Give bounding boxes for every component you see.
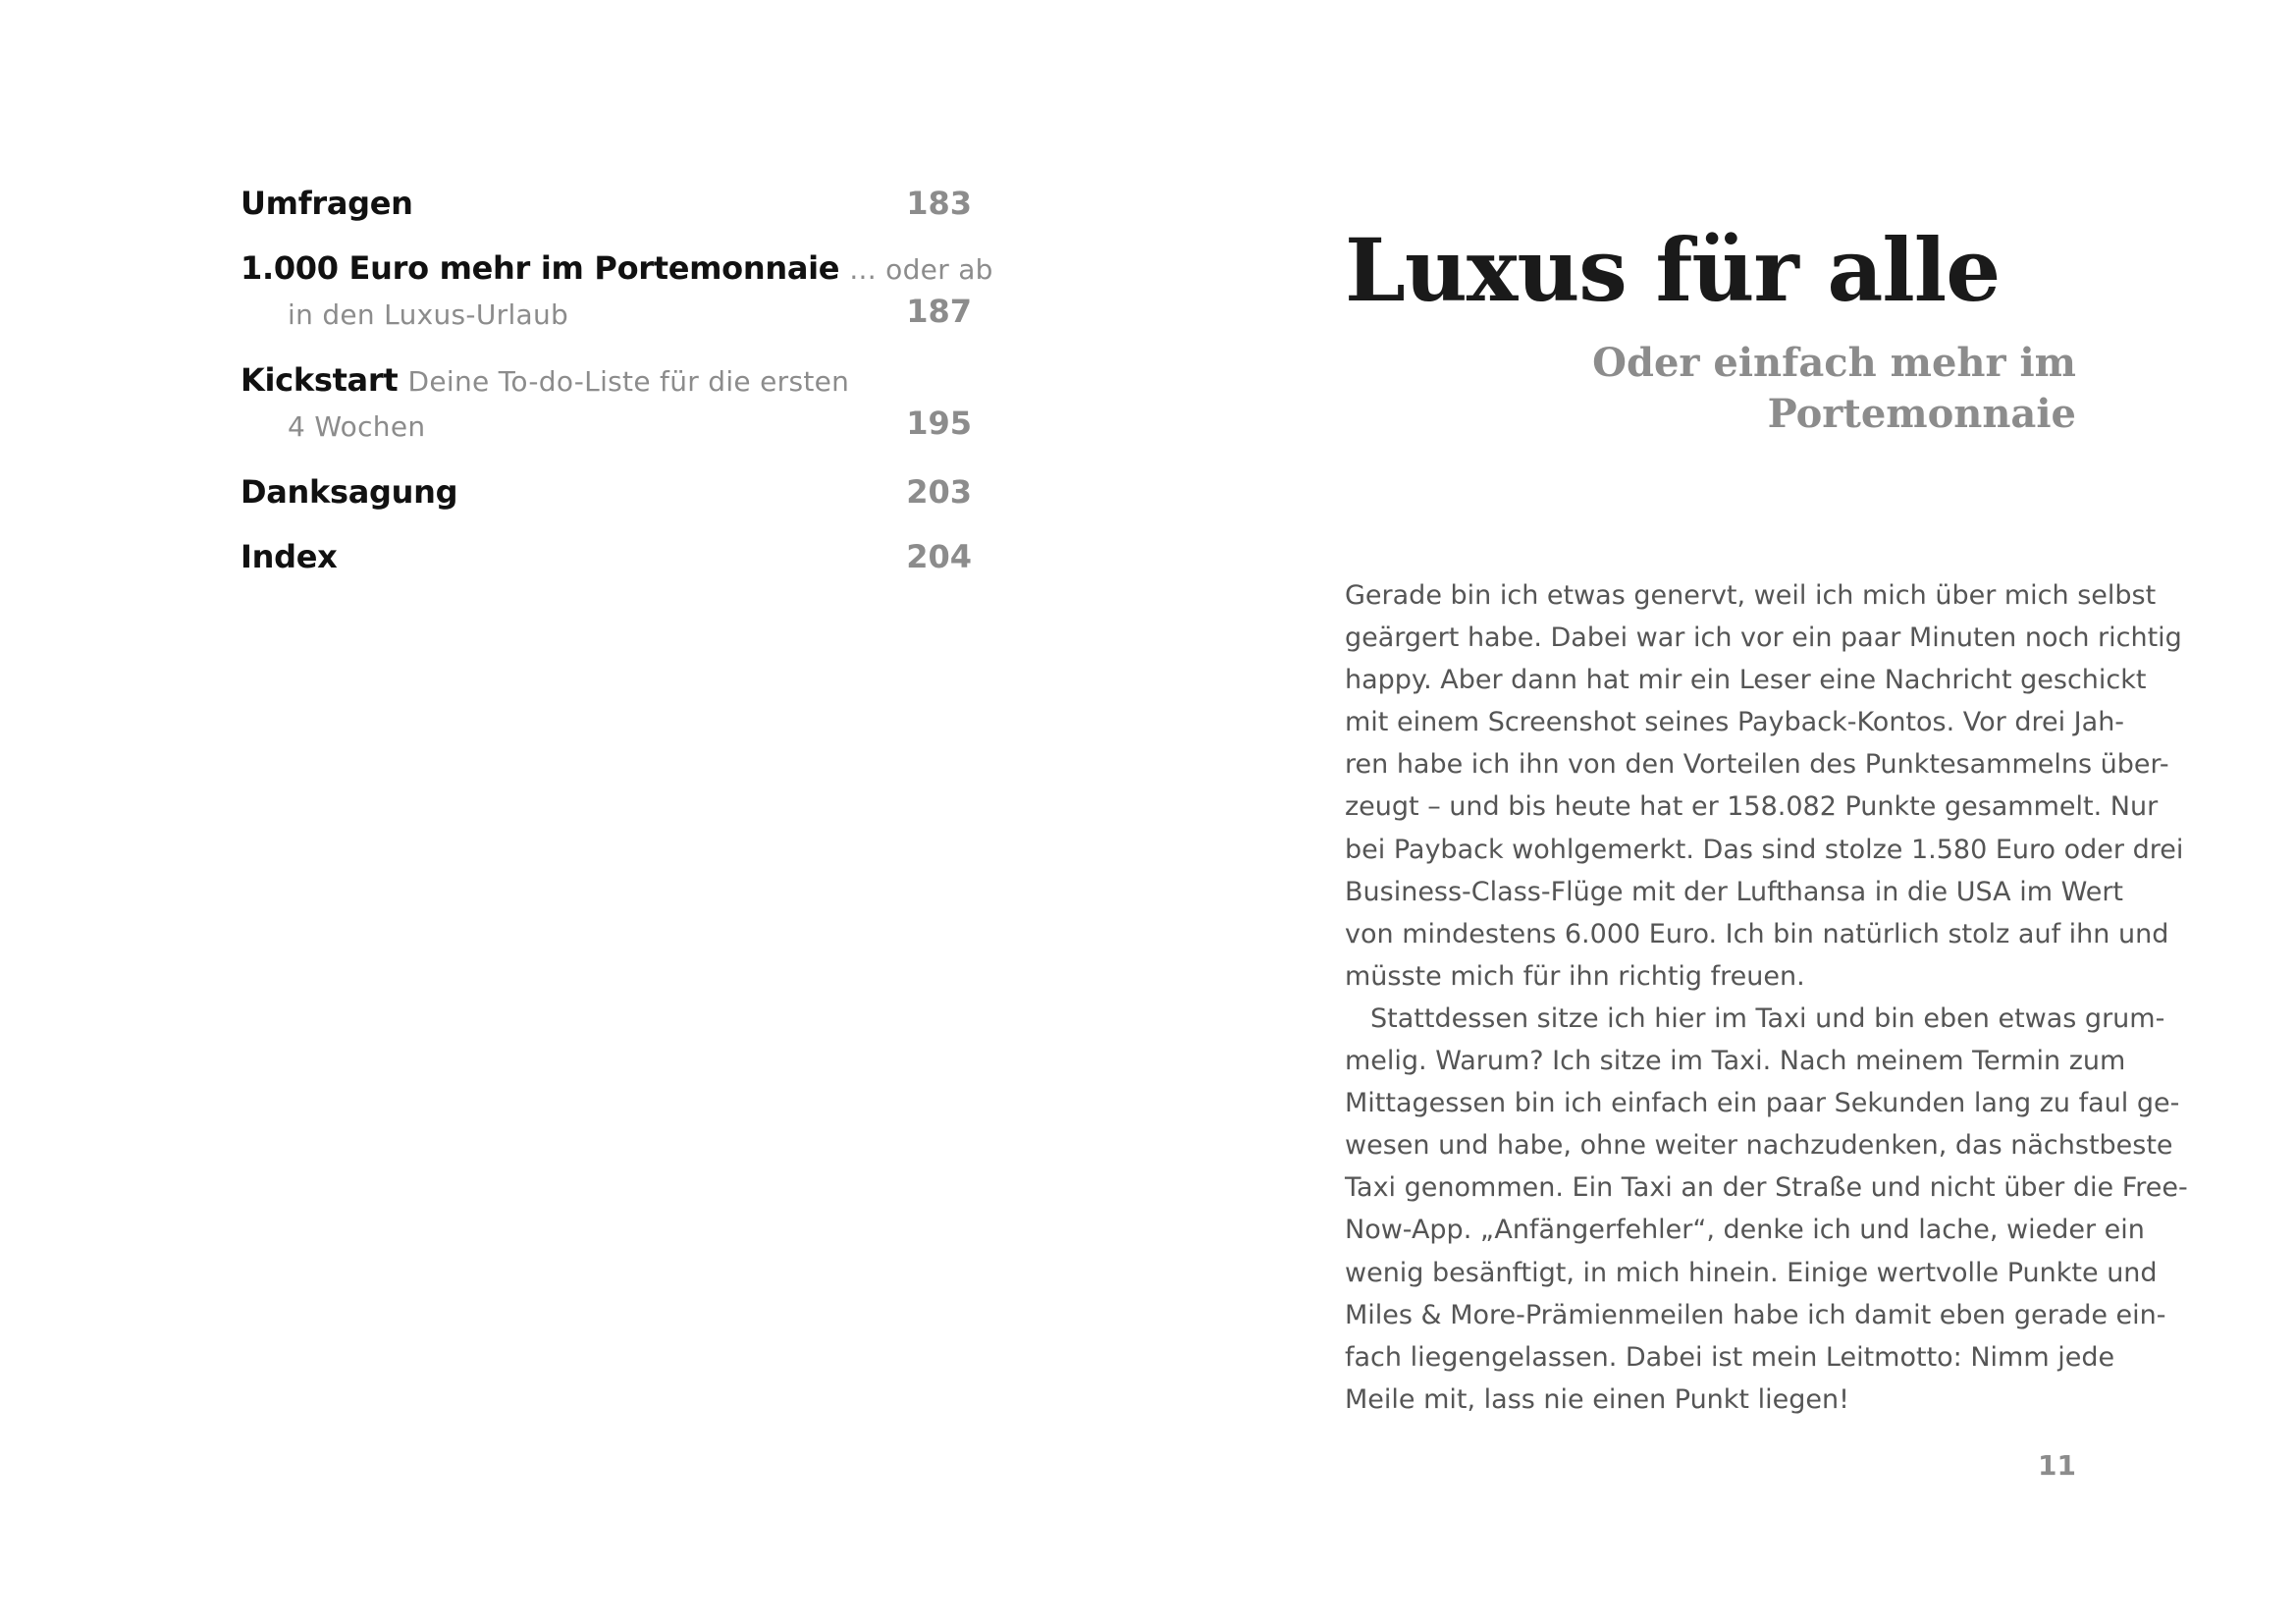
toc-entry-line (240, 358, 972, 404)
right-page (1148, 0, 2296, 1624)
body-line: fach liegengelassen. Dabei ist mein Leitmotto: Nimm jede (1345, 1341, 2115, 1373)
toc-entry-1000-euro[interactable] (240, 246, 993, 337)
toc-entry-line (240, 182, 972, 225)
toc-entry-page: 203 (906, 473, 972, 511)
toc-entry-page: 204 (906, 538, 972, 575)
toc-entry-page: 195 (906, 405, 972, 442)
toc-entry-danksagung[interactable] (240, 470, 972, 514)
chapter-subtitle-line: Oder einfach mehr im (1592, 340, 2076, 386)
body-line: Gerade bin ich etwas genervt, weil ich mich über mich selbst (1345, 580, 2157, 611)
body-line: Business-Class-Flüge mit der Lufthansa in die USA im Wert (1345, 876, 2124, 907)
body-line: Now-App. „Anfängerfehler“, denke ich und lache, wieder ein (1345, 1215, 2145, 1246)
toc-entry-title: Index (240, 538, 338, 575)
body-line: wenig besänftigt, in mich hinein. Einige wertvolle Punkte und (1345, 1257, 2158, 1288)
toc-entry-index[interactable] (240, 535, 972, 578)
body-line: mit einem Screenshot seines Payback-Kontos. Vor drei Jah- (1345, 707, 2125, 738)
body-line: ren habe ich ihn von den Vorteilen des Punktesammelns über- (1345, 749, 2169, 781)
toc-entry-line (240, 535, 972, 578)
body-line: zeugt – und bis heute hat er 158.082 Punkte gesammelt. Nur (1345, 791, 2159, 823)
toc-entry-title: Umfragen (240, 185, 413, 222)
chapter-body (1345, 574, 2188, 1421)
toc-entry-subtitle-continued: in den Luxus-Urlaub (288, 298, 569, 331)
body-line: von mindestens 6.000 Euro. Ich bin natürlich stolz auf ihn und (1345, 918, 2169, 949)
body-line: wesen und habe, ohne weiter nachzudenken, das nächstbeste (1345, 1130, 2173, 1162)
body-line: melig. Warum? Ich sitze im Taxi. Nach meinem Termin zum (1345, 1046, 2126, 1077)
chapter-subtitle-line: Portemonnaie (1767, 391, 2076, 437)
toc-entry-line (240, 246, 993, 292)
body-line: bei Payback wohlgemerkt. Das sind stolze 1.580 Euro oder drei (1345, 834, 2184, 865)
toc-entry-line (240, 292, 972, 337)
toc-entry-line (240, 404, 972, 449)
body-line: happy. Aber dann hat mir ein Leser eine Nachricht geschickt (1345, 665, 2147, 696)
body-line: Mittagessen bin ich einfach ein paar Sekunden lang zu faul ge- (1345, 1088, 2180, 1119)
body-line: Miles & More-Prämienmeilen habe ich damit eben gerade ein- (1345, 1299, 2166, 1330)
body-line: Taxi genommen. Ein Taxi an der Straße und nicht über die Free- (1345, 1172, 2188, 1204)
body-line: geärgert habe. Dabei war ich vor ein paar Minuten noch richtig (1345, 623, 2182, 654)
toc-entry-page: 187 (906, 293, 972, 330)
chapter-title: Luxus für alle (1345, 219, 2001, 321)
toc-entry-umfragen[interactable] (240, 182, 972, 225)
toc-entry-kickstart[interactable] (240, 358, 972, 449)
toc-entry-subtitle: ... oder ab (849, 253, 993, 286)
toc-entry-page: 183 (906, 185, 972, 222)
toc-entry-subtitle-continued: 4 Wochen (288, 410, 426, 443)
toc-entry-subtitle: Deine To-do-Liste für die ersten (407, 365, 850, 398)
toc-entry-title: Kickstart (240, 361, 399, 399)
chapter-heading (1345, 216, 2076, 440)
toc-entry-title: 1.000 Euro mehr im Portemonnaie (240, 249, 840, 287)
page-number: 11 (2038, 1449, 2076, 1482)
toc-entry-title: Danksagung (240, 473, 458, 511)
body-line: Stattdessen sitze ich hier im Taxi und bin eben etwas grum- (1370, 1002, 2165, 1034)
body-line: müsste mich für ihn richtig freuen. (1345, 960, 1805, 992)
toc-entry-line (240, 470, 972, 514)
table-of-contents (240, 182, 993, 600)
body-line: Meile mit, lass nie einen Punkt liegen! (1345, 1383, 1849, 1415)
chapter-subtitle (1345, 338, 2076, 440)
